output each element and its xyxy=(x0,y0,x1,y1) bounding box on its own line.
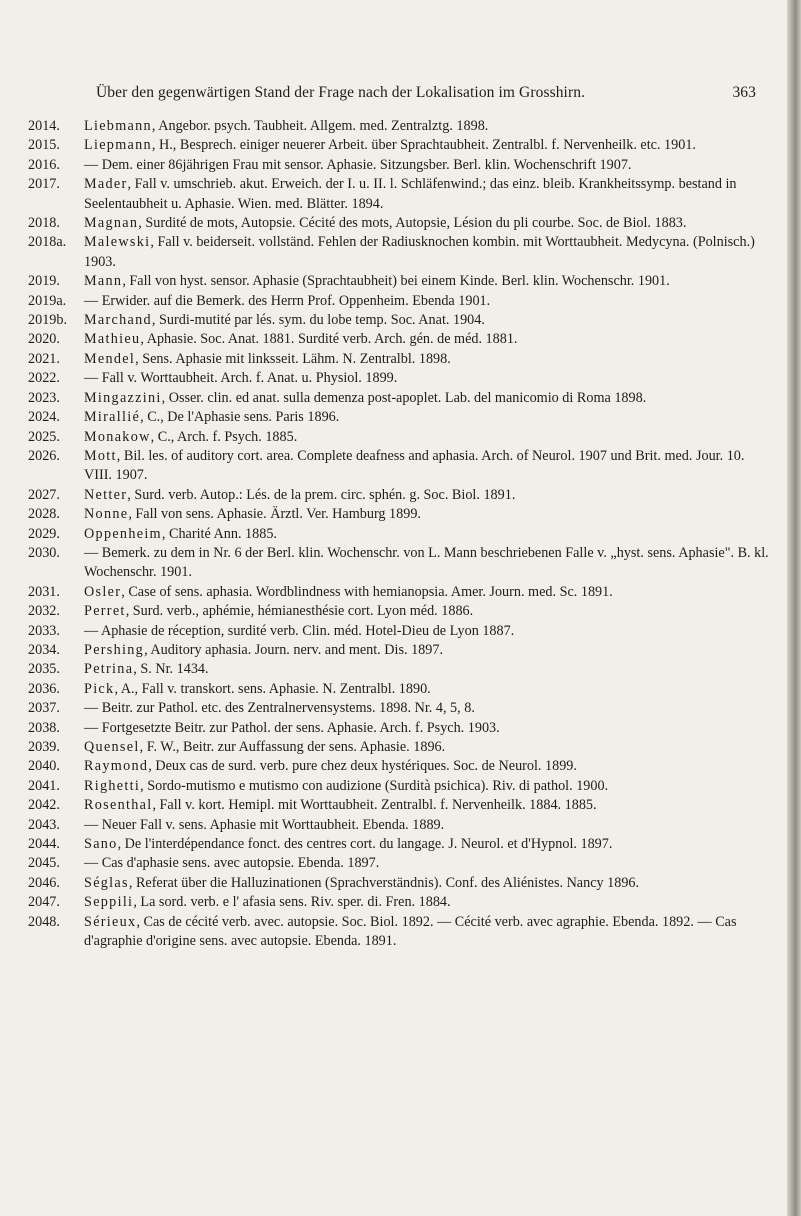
reference-text: — Bemerk. zu dem in Nr. 6 der Berl. klin. Wochenschr. von L. Mann beschriebenen Falle v. „hyst. sens. Aphasie". B. kl. Wochenschr. 1901. xyxy=(84,544,769,581)
reference-author: Osler xyxy=(84,583,122,600)
reference-author: Magnan xyxy=(84,215,139,232)
reference-entry xyxy=(28,660,773,679)
reference-author: Seppili xyxy=(84,894,134,911)
reference-entry xyxy=(28,893,773,912)
reference-author: Mader xyxy=(84,176,128,193)
reference-text: , Case of sens. aphasia. Wordblindness with hemianopsia. Amer. Journ. med. Sc. 1891. xyxy=(121,583,613,600)
reference-author: Mirallié xyxy=(84,409,141,426)
reference-author: Pershing xyxy=(84,641,145,658)
reference-number: 2045. xyxy=(28,855,60,872)
running-header xyxy=(96,84,756,108)
reference-text: , Fall v. beiderseit. vollständ. Fehlen der Radiusknochen kombin. mit Worttaubheit. Medycyna. (Polnisch.) 1903. xyxy=(84,234,755,270)
reference-entry xyxy=(28,350,773,369)
reference-entry xyxy=(28,505,773,524)
reference-text: , Surdi-mutité par lés. sym. du lobe temp. Soc. Anat. 1904. xyxy=(151,312,485,329)
reference-entry xyxy=(28,699,773,718)
reference-entry xyxy=(28,428,773,447)
reference-text: — Neuer Fall v. sens. Aphasie mit Worttaubheit. Ebenda. 1889. xyxy=(84,816,445,833)
reference-author: Oppenheim xyxy=(84,525,162,542)
reference-text: — Fall v. Worttaubheit. Arch. f. Anat. u. Physiol. 1899. xyxy=(84,370,398,387)
reference-number: 2019a. xyxy=(28,292,67,309)
reference-text: — Aphasie de réception, surdité verb. Clin. méd. Hotel-Dieu de Lyon 1887. xyxy=(84,622,515,639)
reference-number: 2048. xyxy=(28,913,60,930)
reference-number: 2046. xyxy=(28,874,60,891)
reference-number: 2026. xyxy=(28,447,60,464)
reference-entry xyxy=(28,816,773,835)
reference-entry xyxy=(28,233,773,272)
reference-author: Pick xyxy=(84,680,115,697)
reference-entry xyxy=(28,408,773,427)
reference-author: Rosenthal xyxy=(84,797,153,814)
reference-number: 2037. xyxy=(28,700,60,717)
reference-entry xyxy=(28,447,773,486)
reference-number: 2019. xyxy=(28,273,60,290)
reference-text: , S. Nr. 1434. xyxy=(133,661,209,678)
reference-entry xyxy=(28,757,773,776)
reference-author: Liebmann xyxy=(84,118,152,134)
reference-text: , Aphasie. Soc. Anat. 1881. Surdité verb. Arch. gén. de méd. 1881. xyxy=(140,331,518,348)
reference-number: 2040. xyxy=(28,758,60,775)
reference-text: , Auditory aphasia. Journ. nerv. and ment. Dis. 1897. xyxy=(144,641,444,658)
reference-text: , Fall von sens. Aphasie. Ärztl. Ver. Hamburg 1899. xyxy=(128,506,421,523)
reference-entry xyxy=(28,874,773,893)
reference-author: Raymond xyxy=(84,758,149,775)
reference-entry xyxy=(28,369,773,388)
reference-text: — Cas d'aphasie sens. avec autopsie. Ebenda. 1897. xyxy=(84,855,380,872)
page-edge-shadow xyxy=(787,0,801,1216)
reference-text: , C., De l'Aphasie sens. Paris 1896. xyxy=(140,409,340,426)
reference-author: Séglas xyxy=(84,874,129,891)
reference-number: 2020. xyxy=(28,331,60,348)
reference-text: , Deux cas de surd. verb. pure chez deux hystériques. Soc. de Neurol. 1899. xyxy=(148,758,577,775)
reference-author: Liepmann xyxy=(84,137,152,154)
reference-entry xyxy=(28,292,773,311)
reference-entry xyxy=(28,913,773,952)
reference-entry xyxy=(28,583,773,602)
reference-author: Netter xyxy=(84,486,128,503)
reference-entry xyxy=(28,777,773,796)
reference-author: Quensel xyxy=(84,739,140,755)
reference-text: , Surdité de mots, Autopsie. Cécité des mots, Autopsie, Lésion du pli courbe. Soc. de Biol. 1883. xyxy=(138,215,687,232)
reference-entry xyxy=(28,680,773,699)
reference-entry xyxy=(28,602,773,621)
reference-text: , Surd. verb., aphémie, hémianesthésie cort. Lyon méd. 1886. xyxy=(125,603,474,620)
reference-author: Righetti xyxy=(84,777,141,794)
page-number: 363 xyxy=(732,84,756,101)
reference-text: , Fall von hyst. sensor. Aphasie (Sprachtaubheit) bei einem Kinde. Berl. klin. Wochenschr. 1901. xyxy=(122,273,670,290)
reference-number: 2035. xyxy=(28,661,60,678)
reference-text: , F. W., Beitr. zur Auffassung der sens. Aphasie. 1896. xyxy=(139,739,446,755)
reference-number: 2032. xyxy=(28,603,60,620)
reference-entry xyxy=(28,175,773,214)
reference-author: Mingazzini xyxy=(84,389,162,406)
reference-author: Sérieux xyxy=(84,913,137,930)
reference-number: 2027. xyxy=(28,486,60,503)
reference-text: , Fall v. kort. Hemipl. mit Worttaubheit. Zentralbl. f. Nervenheilk. 1884. 1885. xyxy=(152,797,597,814)
reference-entry xyxy=(28,117,773,136)
reference-number: 2024. xyxy=(28,409,60,426)
reference-text: , Sordo-mutismo e mutismo con audizione (Surdità psichica). Riv. di pathol. 1900. xyxy=(140,777,609,794)
reference-list xyxy=(28,117,773,951)
reference-text: — Erwider. auf die Bemerk. des Herrn Prof. Oppenheim. Ebenda 1901. xyxy=(84,292,491,309)
running-title: Über den gegenwärtigen Stand der Frage nach der Lokalisation im Grosshirn. xyxy=(96,84,586,101)
reference-number: 2017. xyxy=(28,176,60,193)
reference-text: — Dem. einer 86jährigen Frau mit sensor. Aphasie. Sitzungsber. Berl. klin. Wochenschrift 1907. xyxy=(84,156,632,173)
reference-number: 2019b. xyxy=(28,312,68,329)
reference-author: Monakow xyxy=(84,428,151,445)
reference-number: 2043. xyxy=(28,816,60,833)
reference-entry xyxy=(28,389,773,408)
reference-author: Mendel xyxy=(84,350,136,367)
reference-number: 2041. xyxy=(28,777,60,794)
reference-text: , Charité Ann. 1885. xyxy=(161,525,277,542)
reference-entry xyxy=(28,156,773,175)
reference-author: Malewski xyxy=(84,234,151,251)
reference-number: 2025. xyxy=(28,428,60,445)
reference-author: Sano xyxy=(84,836,118,853)
reference-number: 2023. xyxy=(28,389,60,406)
reference-entry xyxy=(28,525,773,544)
reference-text: , Bil. les. of auditory cort. area. Complete deafness and aphasia. Arch. of Neurol. 1907 und Brit. med. Jour. 10. VIII. 1907. xyxy=(84,447,745,484)
reference-text: , A., Fall v. transkort. sens. Aphasie. N. Zentralbl. 1890. xyxy=(114,680,431,697)
reference-entry xyxy=(28,835,773,854)
reference-text: — Beitr. zur Pathol. etc. des Zentralnervensystems. 1898. Nr. 4, 5, 8. xyxy=(84,700,475,717)
reference-number: 2033. xyxy=(28,622,60,639)
reference-text: , Angebor. psych. Taubheit. Allgem. med. Zentralztg. 1898. xyxy=(151,118,489,134)
reference-number: 2030. xyxy=(28,544,60,561)
reference-number: 2018. xyxy=(28,215,60,232)
reference-text: , Cas de cécité verb. avec. autopsie. Soc. Biol. 1892. — Cécité verb. avec agraphie. Ebenda. 1892. — Cas d'agraphie d'origine sens. avec autopsie. Ebenda. 1891. xyxy=(84,913,737,950)
reference-number: 2039. xyxy=(28,739,60,755)
reference-author: Marchand xyxy=(84,312,152,329)
reference-entry xyxy=(28,486,773,505)
reference-text: , De l'interdépendance fonct. des centres cort. du langage. J. Neurol. et d'Hypnol. 1897. xyxy=(117,836,613,853)
reference-entry xyxy=(28,214,773,233)
reference-number: 2028. xyxy=(28,506,60,523)
reference-number: 2034. xyxy=(28,641,60,658)
reference-number: 2044. xyxy=(28,836,60,853)
reference-number: 2021. xyxy=(28,350,60,367)
reference-entry xyxy=(28,641,773,660)
reference-entry xyxy=(28,272,773,291)
reference-entry xyxy=(28,796,773,815)
reference-author: Mathieu xyxy=(84,331,141,348)
reference-text: , C., Arch. f. Psych. 1885. xyxy=(150,428,298,445)
reference-author: Nonne xyxy=(84,506,129,523)
reference-entry xyxy=(28,330,773,349)
reference-text: , Fall v. umschrieb. akut. Erweich. der I. u. II. l. Schläfenwind.; das einz. bleib. Krankheitssymp. bestand in Seelentaubheit u. Aphasie. Wien. med. Blätter. 1894. xyxy=(84,176,737,212)
reference-entry xyxy=(28,544,773,583)
reference-number: 2015. xyxy=(28,137,60,154)
reference-text: — Fortgesetzte Beitr. zur Pathol. der sens. Aphasie. Arch. f. Psych. 1903. xyxy=(84,719,500,736)
reference-number: 2014. xyxy=(28,118,60,134)
reference-entry xyxy=(28,854,773,873)
reference-author: Mann xyxy=(84,273,123,290)
reference-entry xyxy=(28,738,773,757)
reference-text: , H., Besprech. einiger neuerer Arbeit. über Sprachtaubheit. Zentralbl. f. Nervenheilk. etc. 1901. xyxy=(151,137,696,154)
reference-author: Perret xyxy=(84,603,126,620)
reference-text: , Referat über die Halluzinationen (Sprachverständnis). Conf. des Aliénistes. Nancy 1896. xyxy=(128,874,640,891)
reference-number: 2042. xyxy=(28,797,60,814)
reference-author: Mott xyxy=(84,447,117,464)
reference-entry xyxy=(28,719,773,738)
reference-number: 2018a. xyxy=(28,234,67,251)
reference-author: Petrina xyxy=(84,661,134,678)
reference-text: , Surd. verb. Autop.: Lés. de la prem. circ. sphén. g. Soc. Biol. 1891. xyxy=(127,486,516,503)
reference-number: 2047. xyxy=(28,894,60,911)
reference-text: , La sord. verb. e l' afasia sens. Riv. sper. di. Fren. 1884. xyxy=(133,894,451,911)
reference-entry xyxy=(28,136,773,155)
reference-text: , Osser. clin. ed anat. sulla demenza post-apoplet. Lab. del manicomio di Roma 1898. xyxy=(161,389,647,406)
reference-entry xyxy=(28,311,773,330)
reference-entry xyxy=(28,622,773,641)
reference-number: 2022. xyxy=(28,370,60,387)
reference-number: 2038. xyxy=(28,719,60,736)
reference-number: 2016. xyxy=(28,156,60,173)
reference-text: , Sens. Aphasie mit linksseit. Lähm. N. Zentralbl. 1898. xyxy=(135,350,451,367)
reference-number: 2036. xyxy=(28,680,60,697)
reference-number: 2031. xyxy=(28,583,60,600)
reference-number: 2029. xyxy=(28,525,60,542)
